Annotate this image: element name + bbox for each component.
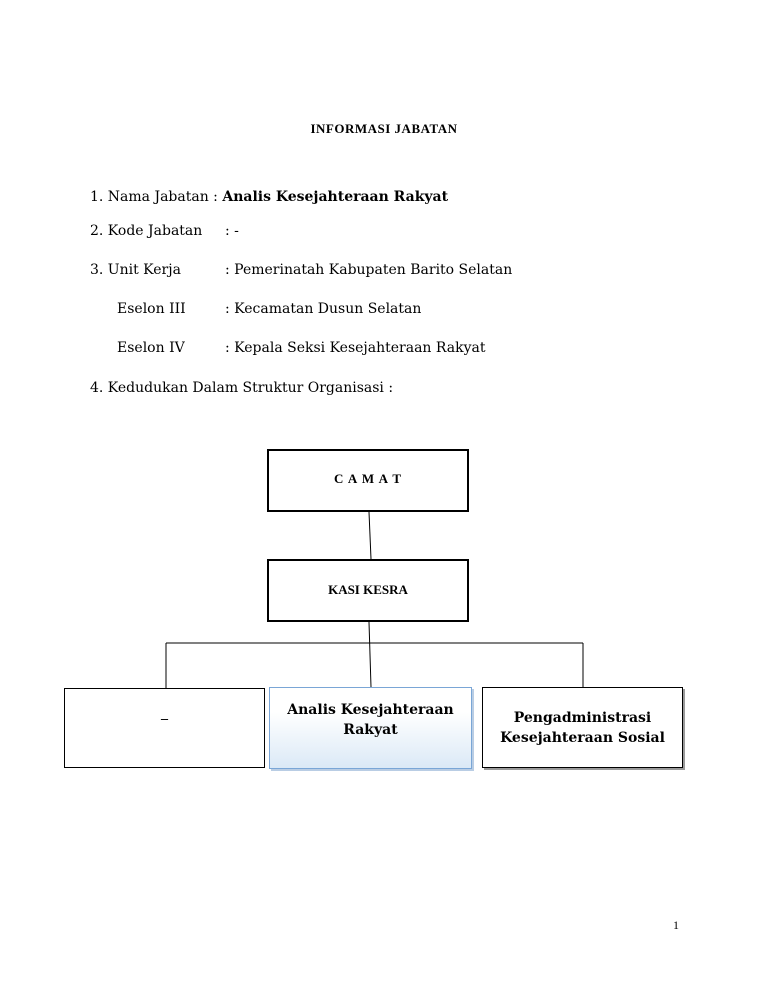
- page-number: 1: [673, 918, 679, 932]
- kode-jabatan-label: 2. Kode Jabatan: [90, 223, 203, 239]
- kode-jabatan-value: : -: [225, 223, 239, 239]
- analis-label-line1: Analis Kesejahteraan: [287, 702, 454, 718]
- connector-camat-kasi: [369, 512, 371, 559]
- nama-jabatan-value: Analis Kesejahteraan Rakyat: [222, 189, 449, 205]
- pengadministrasi-label-line1: Pengadministrasi: [513, 710, 652, 726]
- eselon-iii-label: Eselon III: [117, 301, 186, 317]
- org-box-camat: [267, 449, 469, 512]
- pengadministrasi-label: [500, 708, 665, 748]
- unit-kerja-value: : Pemerinatah Kabupaten Barito Selatan: [225, 262, 513, 278]
- kasi-kesra-label: KASI KESRA: [328, 582, 408, 597]
- page-title: INFORMASI JABATAN: [310, 121, 458, 136]
- eselon-iv-label: Eselon IV: [117, 340, 185, 356]
- org-box-kasi-kesra: [267, 559, 469, 622]
- pengadministrasi-label-line2: Kesejahteraan Sosial: [500, 730, 665, 746]
- org-box-left: [64, 688, 265, 768]
- org-box-pengadministrasi: [482, 687, 683, 768]
- eselon-iii-value: : Kecamatan Dusun Selatan: [225, 301, 422, 317]
- analis-label: [287, 700, 453, 740]
- org-box-analis: [269, 687, 472, 769]
- nama-jabatan-label: 1. Nama Jabatan :: [90, 189, 223, 205]
- left-box-label: _: [161, 707, 168, 722]
- connector-kasi-middle: [369, 622, 371, 687]
- camat-label: C A M A T: [333, 471, 402, 486]
- kedudukan-label: 4. Kedudukan Dalam Struktur Organisasi :: [90, 380, 394, 396]
- eselon-iv-value: : Kepala Seksi Kesejahteraan Rakyat: [225, 340, 486, 356]
- unit-kerja-label: 3. Unit Kerja: [90, 262, 181, 278]
- analis-label-line2: Rakyat: [343, 722, 398, 738]
